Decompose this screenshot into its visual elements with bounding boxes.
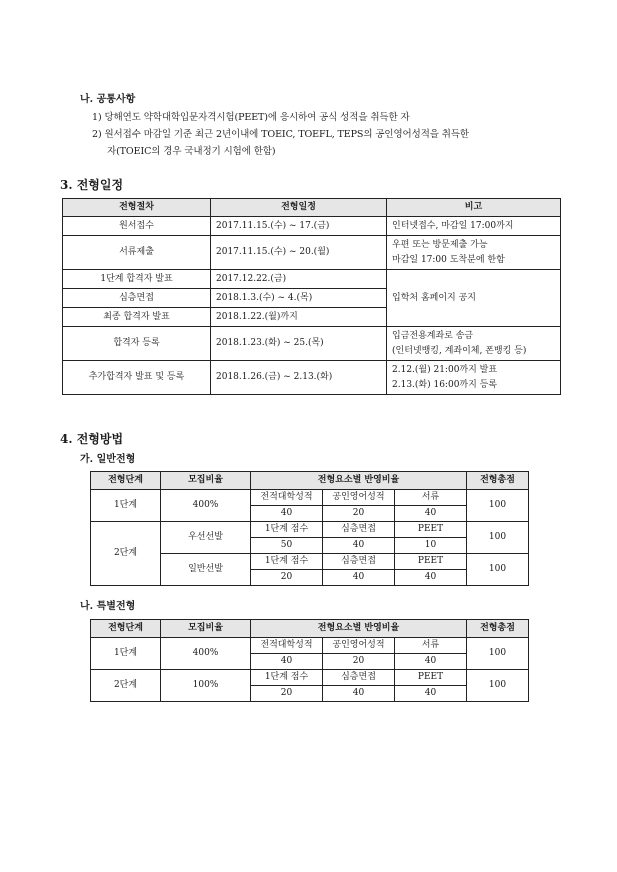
element-label: 심층면접: [323, 522, 395, 538]
step-cell: 원서접수: [63, 217, 211, 236]
element-value: 40: [395, 570, 467, 586]
element-label: 공인영어성적: [323, 638, 395, 654]
total-cell: 100: [467, 522, 529, 554]
general-table: [90, 471, 529, 586]
table-row: [63, 361, 561, 395]
header-elements: 전형요소별 반영비율: [251, 472, 467, 490]
merged-note-cell: 입학처 홈페이지 공지: [387, 270, 561, 327]
step-cell: 합격자 등록: [63, 327, 211, 361]
element-value: 20: [323, 654, 395, 670]
table-row: [91, 670, 529, 686]
stage-cell: 1단계: [91, 638, 161, 670]
header-note: 비고: [387, 199, 561, 217]
ratio-cell: 400%: [161, 490, 251, 522]
element-value: 40: [323, 538, 395, 554]
element-label: PEET: [395, 522, 467, 538]
schedule-title: 3. 전형일정: [60, 178, 124, 192]
total-cell: 100: [467, 670, 529, 702]
note-cell: [387, 327, 561, 361]
header-ratio: 모집비율: [161, 472, 251, 490]
method-title: 4. 전형방법: [60, 432, 124, 446]
common-item-1: 1) 당해연도 약학대학입문자격시험(PEET)에 응시하여 공식 성적을 취득한 자: [92, 112, 410, 123]
date-cell: 2017.11.15.(수) ~ 20.(월): [211, 236, 387, 270]
note-cell: 인터넷접수, 마감일 17:00까지: [387, 217, 561, 236]
element-value: 40: [323, 570, 395, 586]
header-total: 전형총점: [467, 472, 529, 490]
stage-cell: 1단계: [91, 490, 161, 522]
selection-type-cell: 일반선발: [161, 554, 251, 586]
date-cell: 2018.1.26.(금) ~ 2.13.(화): [211, 361, 387, 395]
total-cell: 100: [467, 490, 529, 522]
note-cell: [387, 361, 561, 395]
header-elements: 전형요소별 반영비율: [251, 620, 467, 638]
note-line: 입금전용계좌로 송금: [392, 331, 474, 342]
common-heading: 나. 공통사항: [80, 94, 136, 105]
common-item-2-cont: 자(TOEIC의 경우 국내정기 시험에 한함): [107, 146, 276, 157]
element-label: 심층면접: [323, 554, 395, 570]
schedule-table: [62, 198, 561, 395]
element-value: 50: [251, 538, 323, 554]
element-value: 40: [251, 506, 323, 522]
selection-type-cell: 우선선발: [161, 522, 251, 554]
date-cell: 2018.1.23.(화) ~ 25.(목): [211, 327, 387, 361]
common-item-2: 2) 원서접수 마감일 기준 최근 2년이내에 TOEIC, TOEFL, TEPS의 공인영어성적을 취득한: [92, 129, 470, 140]
date-cell: 2017.12.22.(금): [211, 270, 387, 289]
date-cell: 2018.1.3.(수) ~ 4.(목): [211, 289, 387, 308]
table-row: [63, 270, 561, 289]
element-value: 40: [251, 654, 323, 670]
table-row: [63, 236, 561, 270]
element-value: 40: [395, 506, 467, 522]
step-cell: 최종 합격자 발표: [63, 308, 211, 327]
element-label: 서류: [395, 490, 467, 506]
element-label: 서류: [395, 638, 467, 654]
header-stage: 전형단계: [91, 620, 161, 638]
element-label: 전적대학성적: [251, 638, 323, 654]
ratio-cell: 100%: [161, 670, 251, 702]
table-row: [91, 638, 529, 654]
element-value: 20: [323, 506, 395, 522]
general-header-row: [91, 472, 529, 490]
element-label: PEET: [395, 670, 467, 686]
note-line: 우편 또는 방문제출 가능: [392, 240, 488, 251]
element-value: 40: [395, 654, 467, 670]
element-label: 전적대학성적: [251, 490, 323, 506]
element-value: 40: [395, 686, 467, 702]
total-cell: 100: [467, 638, 529, 670]
schedule-header-row: [63, 199, 561, 217]
total-cell: 100: [467, 554, 529, 586]
element-value: 10: [395, 538, 467, 554]
stage-cell: 2단계: [91, 670, 161, 702]
date-cell: 2017.11.15.(수) ~ 17.(금): [211, 217, 387, 236]
header-total: 전형총점: [467, 620, 529, 638]
header-stage: 전형단계: [91, 472, 161, 490]
step-cell: 1단계 합격자 발표: [63, 270, 211, 289]
header-step: 전형절차: [63, 199, 211, 217]
note-line: (인터넷뱅킹, 계좌이체, 폰뱅킹 등): [392, 345, 527, 356]
table-row: [91, 490, 529, 506]
note-line: 마감일 17:00 도착분에 한함: [392, 254, 505, 265]
element-value: 20: [251, 570, 323, 586]
stage-cell: 2단계: [91, 522, 161, 586]
element-label: 1단계 점수: [251, 670, 323, 686]
table-row: [63, 327, 561, 361]
note-cell: [387, 236, 561, 270]
general-heading: 가. 일반전형: [80, 454, 136, 465]
date-cell: 2018.1.22.(월)까지: [211, 308, 387, 327]
element-label: 1단계 점수: [251, 554, 323, 570]
step-cell: 심층면접: [63, 289, 211, 308]
element-value: 20: [251, 686, 323, 702]
table-row: [63, 217, 561, 236]
special-table: [90, 619, 529, 702]
table-row: [91, 522, 529, 538]
element-label: 1단계 점수: [251, 522, 323, 538]
special-heading: 나. 특별전형: [80, 601, 136, 612]
note-line: 2.13.(화) 16:00까지 등록: [392, 379, 498, 390]
step-cell: 서류제출: [63, 236, 211, 270]
element-label: 공인영어성적: [323, 490, 395, 506]
header-date: 전형일정: [211, 199, 387, 217]
ratio-cell: 400%: [161, 638, 251, 670]
header-ratio: 모집비율: [161, 620, 251, 638]
element-label: PEET: [395, 554, 467, 570]
step-cell: 추가합격자 발표 및 등록: [63, 361, 211, 395]
special-header-row: [91, 620, 529, 638]
element-value: 40: [323, 686, 395, 702]
note-line: 2.12.(월) 21:00까지 발표: [392, 365, 498, 376]
element-label: 심층면접: [323, 670, 395, 686]
